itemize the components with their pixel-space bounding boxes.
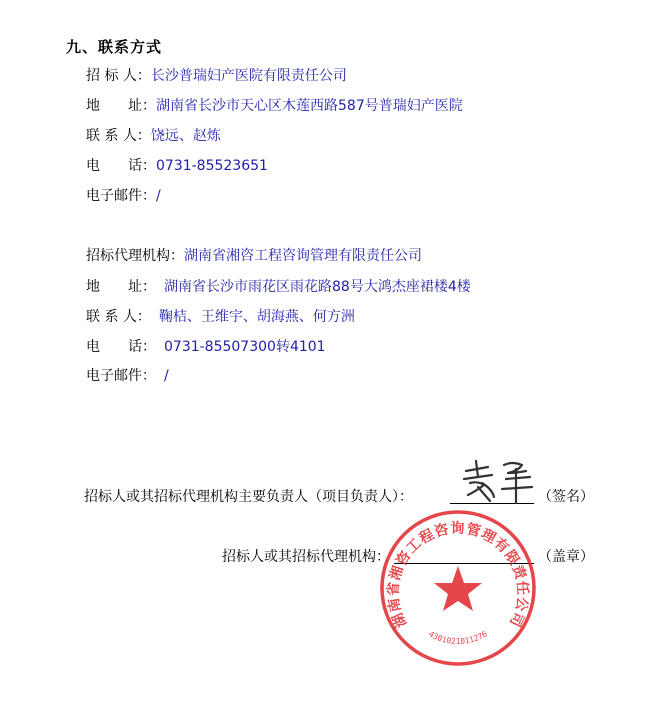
agency-address-value: 湖南省长沙市雨花区雨花路88号大鸿杰座裙楼4楼 [164,279,471,295]
agency-email-label: 电子邮件： [86,368,156,384]
agency-seal-label: 招标人或其招标代理机构： [222,549,390,565]
tenderer-contact-label: 联 系 人： [86,128,151,144]
agency-seal-suffix: （盖章） [538,549,594,565]
principal-signature-suffix: （签名） [538,489,594,505]
agency-email-row [86,366,169,386]
tenderer-address-row [86,96,463,116]
agency-name-label: 招标代理机构： [86,248,184,264]
agency-contact-row [86,307,355,327]
tenderer-address-label: 地 址： [86,98,156,114]
tenderer-phone-row [86,156,268,176]
tenderer-email-value: / [156,188,161,204]
tenderer-name-value: 长沙普瑞妇产医院有限责任公司 [150,68,347,84]
handwritten-signature [452,455,544,507]
svg-text:4301021011276 [427,629,489,646]
agency-address-row [86,277,471,297]
agency-contact-value: 鞠桔、王维宇、胡海燕、何方洲 [158,309,355,325]
tenderer-phone-label: 电 话： [86,158,156,174]
seal-star-icon [434,566,482,611]
tenderer-email-label: 电子邮件： [86,188,156,204]
tenderer-address-value: 湖南省长沙市天心区木莲西路587号普瑞妇产医院 [156,98,463,114]
official-seal-stamp [378,508,538,668]
agency-phone-label: 电 话： [86,339,156,355]
tenderer-name-label: 招 标 人： [86,68,151,84]
agency-name-row [86,246,422,266]
tenderer-contact-value: 饶远、赵炼 [150,128,221,144]
agency-address-label: 地 址： [86,279,156,295]
agency-phone-value: 0731-85507300转4101 [164,339,326,355]
seal-number: 4301021011276 [427,629,489,647]
seal-text: 湖南省湘咨工程咨询管理有限责任公司 [385,520,531,630]
agency-phone-row [86,337,326,357]
agency-name-value: 湖南省湘咨工程咨询管理有限责任公司 [184,248,422,264]
agency-contact-label: 联 系 人： [86,309,151,325]
tenderer-name-row [86,66,347,86]
tenderer-email-row [86,186,161,206]
tenderer-contact-row [86,126,221,146]
section-title: 九、联系方式 [66,38,163,56]
principal-signature-label: 招标人或其招标代理机构主要负责人（项目负责人）： [84,489,413,505]
tenderer-phone-value: 0731-85523651 [156,158,268,174]
agency-email-value: / [164,368,169,384]
